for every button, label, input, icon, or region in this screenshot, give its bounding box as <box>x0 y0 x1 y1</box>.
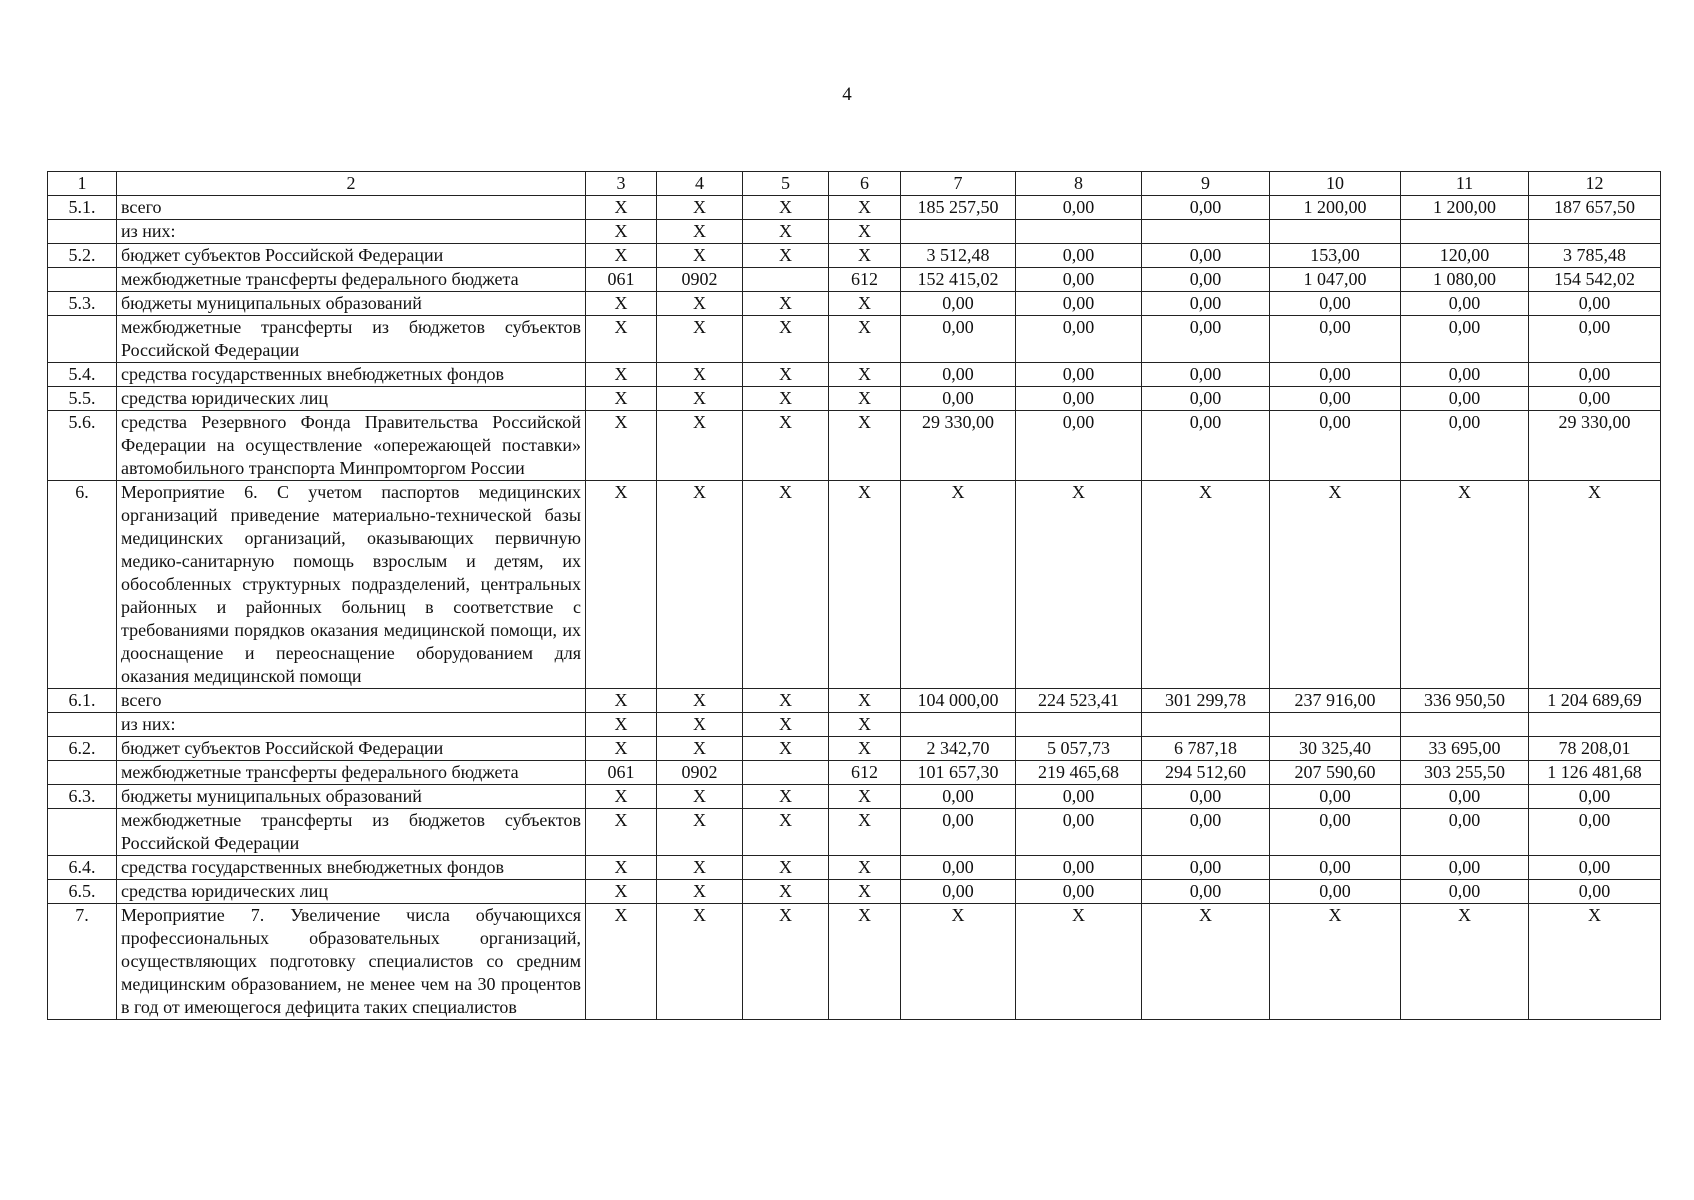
code-cell: X <box>586 316 657 363</box>
row-description: всего <box>117 689 586 713</box>
value-cell: 29 330,00 <box>901 411 1016 481</box>
table-row <box>48 363 1661 387</box>
value-cell: 0,00 <box>901 316 1016 363</box>
table-row <box>48 268 1661 292</box>
value-cell: X <box>1270 904 1401 1020</box>
value-cell <box>1016 713 1142 737</box>
value-cell: 0,00 <box>1529 856 1661 880</box>
code-cell: X <box>657 481 743 689</box>
value-cell: 0,00 <box>1016 856 1142 880</box>
row-number <box>48 220 117 244</box>
table-row <box>48 785 1661 809</box>
value-cell: 0,00 <box>1016 411 1142 481</box>
value-cell: 0,00 <box>1016 363 1142 387</box>
value-cell: 1 204 689,69 <box>1529 689 1661 713</box>
row-description: бюджет субъектов Российской Федерации <box>117 244 586 268</box>
value-cell: 0,00 <box>1016 785 1142 809</box>
row-number: 5.1. <box>48 196 117 220</box>
column-number: 7 <box>901 172 1016 196</box>
code-cell: X <box>829 244 901 268</box>
code-cell: X <box>657 785 743 809</box>
value-cell: 0,00 <box>1142 244 1270 268</box>
column-number: 6 <box>829 172 901 196</box>
table-row <box>48 220 1661 244</box>
row-number: 6. <box>48 481 117 689</box>
code-cell: X <box>586 785 657 809</box>
column-number: 3 <box>586 172 657 196</box>
code-cell: X <box>829 904 901 1020</box>
value-cell: 0,00 <box>901 363 1016 387</box>
value-cell: 0,00 <box>1142 785 1270 809</box>
value-cell: 0,00 <box>1270 785 1401 809</box>
value-cell: 0,00 <box>1529 809 1661 856</box>
table-row <box>48 856 1661 880</box>
table-row <box>48 196 1661 220</box>
code-cell: X <box>657 411 743 481</box>
code-cell: X <box>829 220 901 244</box>
table-row <box>48 737 1661 761</box>
value-cell: 0,00 <box>1529 785 1661 809</box>
code-cell: X <box>657 316 743 363</box>
code-cell: X <box>657 244 743 268</box>
page-number: 4 <box>842 84 852 105</box>
value-cell: 154 542,02 <box>1529 268 1661 292</box>
code-cell: X <box>743 880 829 904</box>
value-cell: 0,00 <box>1270 880 1401 904</box>
value-cell: 187 657,50 <box>1529 196 1661 220</box>
value-cell: 0,00 <box>1401 785 1529 809</box>
code-cell: X <box>743 387 829 411</box>
row-number: 5.3. <box>48 292 117 316</box>
value-cell: X <box>1016 481 1142 689</box>
value-cell: 303 255,50 <box>1401 761 1529 785</box>
value-cell: 0,00 <box>1016 880 1142 904</box>
value-cell <box>1016 220 1142 244</box>
value-cell: 0,00 <box>1270 387 1401 411</box>
value-cell: 0,00 <box>1016 387 1142 411</box>
code-cell: X <box>586 809 657 856</box>
value-cell: 30 325,40 <box>1270 737 1401 761</box>
table-row <box>48 316 1661 363</box>
value-cell: 1 200,00 <box>1270 196 1401 220</box>
code-cell: X <box>657 713 743 737</box>
value-cell: 6 787,18 <box>1142 737 1270 761</box>
value-cell: 2 342,70 <box>901 737 1016 761</box>
value-cell: 0,00 <box>1270 809 1401 856</box>
value-cell: 294 512,60 <box>1142 761 1270 785</box>
value-cell: 0,00 <box>1142 268 1270 292</box>
code-cell: X <box>829 411 901 481</box>
code-cell: X <box>743 220 829 244</box>
value-cell <box>1270 713 1401 737</box>
value-cell <box>1529 220 1661 244</box>
row-number: 7. <box>48 904 117 1020</box>
column-number: 12 <box>1529 172 1661 196</box>
code-cell: X <box>657 196 743 220</box>
code-cell: X <box>586 387 657 411</box>
value-cell: 0,00 <box>901 292 1016 316</box>
row-description: средства государственных внебюджетных фондов <box>117 363 586 387</box>
value-cell: X <box>1529 904 1661 1020</box>
value-cell: 0,00 <box>1016 316 1142 363</box>
value-cell: 0,00 <box>1142 316 1270 363</box>
code-cell: X <box>743 713 829 737</box>
row-description: межбюджетные трансферты из бюджетов субъектов Российской Федерации <box>117 316 586 363</box>
code-cell: 612 <box>829 761 901 785</box>
row-description: из них: <box>117 220 586 244</box>
value-cell: 0,00 <box>1529 387 1661 411</box>
code-cell: X <box>829 292 901 316</box>
code-cell: X <box>657 387 743 411</box>
code-cell: X <box>829 809 901 856</box>
value-cell: 1 200,00 <box>1401 196 1529 220</box>
row-number: 5.4. <box>48 363 117 387</box>
value-cell: 0,00 <box>901 856 1016 880</box>
code-cell: X <box>586 244 657 268</box>
value-cell: 0,00 <box>1401 856 1529 880</box>
value-cell <box>1270 220 1401 244</box>
value-cell: 0,00 <box>1529 880 1661 904</box>
value-cell: 0,00 <box>1016 809 1142 856</box>
value-cell: 0,00 <box>1142 856 1270 880</box>
column-number: 2 <box>117 172 586 196</box>
code-cell: 0902 <box>657 761 743 785</box>
value-cell: 0,00 <box>1529 316 1661 363</box>
row-number <box>48 713 117 737</box>
value-cell: 78 208,01 <box>1529 737 1661 761</box>
code-cell: X <box>743 363 829 387</box>
code-cell: 612 <box>829 268 901 292</box>
value-cell <box>1401 220 1529 244</box>
row-number: 5.6. <box>48 411 117 481</box>
table-row <box>48 481 1661 689</box>
code-cell: X <box>829 689 901 713</box>
value-cell: 185 257,50 <box>901 196 1016 220</box>
code-cell: X <box>743 856 829 880</box>
table-row <box>48 689 1661 713</box>
row-number <box>48 268 117 292</box>
code-cell: X <box>657 220 743 244</box>
column-number: 10 <box>1270 172 1401 196</box>
row-description: средства юридических лиц <box>117 387 586 411</box>
column-number: 8 <box>1016 172 1142 196</box>
value-cell: 3 785,48 <box>1529 244 1661 268</box>
table-row <box>48 761 1661 785</box>
value-cell: 153,00 <box>1270 244 1401 268</box>
value-cell <box>1529 713 1661 737</box>
column-number: 9 <box>1142 172 1270 196</box>
value-cell: 219 465,68 <box>1016 761 1142 785</box>
value-cell: 0,00 <box>1401 880 1529 904</box>
value-cell: X <box>1401 904 1529 1020</box>
row-number: 6.4. <box>48 856 117 880</box>
value-cell <box>901 220 1016 244</box>
code-cell: X <box>586 481 657 689</box>
value-cell: 0,00 <box>901 785 1016 809</box>
code-cell: X <box>829 481 901 689</box>
value-cell: 0,00 <box>1142 387 1270 411</box>
value-cell: 0,00 <box>1401 292 1529 316</box>
value-cell <box>1142 713 1270 737</box>
code-cell: X <box>657 880 743 904</box>
value-cell: 120,00 <box>1401 244 1529 268</box>
value-cell: 0,00 <box>1142 411 1270 481</box>
row-description: средства юридических лиц <box>117 880 586 904</box>
value-cell: 0,00 <box>1401 387 1529 411</box>
code-cell: 0902 <box>657 268 743 292</box>
code-cell: X <box>829 316 901 363</box>
row-number: 6.5. <box>48 880 117 904</box>
column-number: 4 <box>657 172 743 196</box>
column-number: 1 <box>48 172 117 196</box>
row-description: межбюджетные трансферты из бюджетов субъектов Российской Федерации <box>117 809 586 856</box>
value-cell: 0,00 <box>1016 292 1142 316</box>
code-cell: X <box>743 785 829 809</box>
code-cell: X <box>657 809 743 856</box>
value-cell: 0,00 <box>1270 363 1401 387</box>
code-cell: X <box>743 737 829 761</box>
code-cell: X <box>586 292 657 316</box>
value-cell: 0,00 <box>1142 880 1270 904</box>
value-cell: 0,00 <box>1270 411 1401 481</box>
value-cell: 0,00 <box>1142 809 1270 856</box>
code-cell: X <box>743 292 829 316</box>
code-cell: X <box>743 809 829 856</box>
row-number: 5.5. <box>48 387 117 411</box>
code-cell <box>743 268 829 292</box>
row-description: межбюджетные трансферты федерального бюджета <box>117 268 586 292</box>
row-description: Мероприятие 6. С учетом паспортов медицинских организаций приведение материально-технической базы медицинских организаций, оказывающих первичную медико-санитарную помощь взрослым и детям, их обособленных структурных подразделений, центральных районных и районных больниц в соответствие с требованиями порядков оказания медицинской помощи, их дооснащение и переоснащение оборудованием для оказания медицинской помощи <box>117 481 586 689</box>
table-row <box>48 387 1661 411</box>
code-cell <box>743 761 829 785</box>
value-cell: 0,00 <box>1016 196 1142 220</box>
value-cell: 0,00 <box>1529 292 1661 316</box>
value-cell: 152 415,02 <box>901 268 1016 292</box>
value-cell: 0,00 <box>1270 316 1401 363</box>
value-cell: 0,00 <box>901 880 1016 904</box>
code-cell: X <box>743 316 829 363</box>
table-row <box>48 411 1661 481</box>
row-number: 5.2. <box>48 244 117 268</box>
code-cell: X <box>586 904 657 1020</box>
value-cell: X <box>1270 481 1401 689</box>
value-cell: X <box>1142 481 1270 689</box>
code-cell: X <box>829 196 901 220</box>
value-cell: 336 950,50 <box>1401 689 1529 713</box>
value-cell: 0,00 <box>901 387 1016 411</box>
code-cell: X <box>829 785 901 809</box>
row-description: межбюджетные трансферты федерального бюджета <box>117 761 586 785</box>
row-number: 6.3. <box>48 785 117 809</box>
row-description: бюджеты муниципальных образований <box>117 292 586 316</box>
value-cell: 207 590,60 <box>1270 761 1401 785</box>
code-cell: 061 <box>586 761 657 785</box>
code-cell: X <box>743 904 829 1020</box>
row-number <box>48 316 117 363</box>
value-cell: 104 000,00 <box>901 689 1016 713</box>
value-cell: 0,00 <box>1529 363 1661 387</box>
value-cell: 0,00 <box>1142 196 1270 220</box>
code-cell: X <box>586 880 657 904</box>
value-cell: 0,00 <box>1401 411 1529 481</box>
value-cell: X <box>1401 481 1529 689</box>
code-cell: X <box>743 196 829 220</box>
code-cell: X <box>657 292 743 316</box>
code-cell: X <box>829 387 901 411</box>
value-cell: 101 657,30 <box>901 761 1016 785</box>
row-description: бюджет субъектов Российской Федерации <box>117 737 586 761</box>
value-cell: 0,00 <box>1401 363 1529 387</box>
code-cell: X <box>586 713 657 737</box>
value-cell <box>1142 220 1270 244</box>
column-number-row <box>48 172 1661 196</box>
row-number <box>48 809 117 856</box>
code-cell: X <box>586 856 657 880</box>
value-cell: 0,00 <box>1016 268 1142 292</box>
value-cell: 0,00 <box>1401 809 1529 856</box>
value-cell: X <box>901 904 1016 1020</box>
value-cell: 0,00 <box>1142 292 1270 316</box>
value-cell: 1 080,00 <box>1401 268 1529 292</box>
table-row <box>48 292 1661 316</box>
column-number: 11 <box>1401 172 1529 196</box>
value-cell: 0,00 <box>1401 316 1529 363</box>
row-description: средства Резервного Фонда Правительства Российской Федерации на осуществление «опережающей поставки» автомобильного транспорта Минпромторгом России <box>117 411 586 481</box>
value-cell: 0,00 <box>1142 363 1270 387</box>
row-number: 6.2. <box>48 737 117 761</box>
value-cell: 224 523,41 <box>1016 689 1142 713</box>
row-description: Мероприятие 7. Увеличение числа обучающихся профессиональных образовательных организаций, осуществляющих подготовку специалистов со средним медицинским образованием, не менее чем на 30 процентов в год от имеющегося дефицита таких специалистов <box>117 904 586 1020</box>
row-description: всего <box>117 196 586 220</box>
code-cell: X <box>743 689 829 713</box>
table-row <box>48 244 1661 268</box>
code-cell: 061 <box>586 268 657 292</box>
code-cell: X <box>586 363 657 387</box>
code-cell: X <box>657 856 743 880</box>
code-cell: X <box>829 713 901 737</box>
row-number <box>48 761 117 785</box>
code-cell: X <box>829 856 901 880</box>
table-body <box>48 172 1661 1020</box>
code-cell: X <box>586 411 657 481</box>
value-cell <box>901 713 1016 737</box>
table-row <box>48 809 1661 856</box>
code-cell: X <box>586 689 657 713</box>
table-row <box>48 904 1661 1020</box>
value-cell: 0,00 <box>1270 856 1401 880</box>
code-cell: X <box>743 481 829 689</box>
value-cell: 29 330,00 <box>1529 411 1661 481</box>
value-cell: 237 916,00 <box>1270 689 1401 713</box>
value-cell: X <box>901 481 1016 689</box>
row-description: средства государственных внебюджетных фондов <box>117 856 586 880</box>
code-cell: X <box>829 363 901 387</box>
value-cell: 301 299,78 <box>1142 689 1270 713</box>
value-cell: X <box>1529 481 1661 689</box>
value-cell: 5 057,73 <box>1016 737 1142 761</box>
value-cell: 1 047,00 <box>1270 268 1401 292</box>
value-cell: 33 695,00 <box>1401 737 1529 761</box>
code-cell: X <box>743 411 829 481</box>
row-description: из них: <box>117 713 586 737</box>
table-row <box>48 880 1661 904</box>
value-cell: X <box>1142 904 1270 1020</box>
code-cell: X <box>586 196 657 220</box>
code-cell: X <box>743 244 829 268</box>
code-cell: X <box>657 363 743 387</box>
code-cell: X <box>829 880 901 904</box>
code-cell: X <box>657 904 743 1020</box>
value-cell: 1 126 481,68 <box>1529 761 1661 785</box>
value-cell <box>1401 713 1529 737</box>
code-cell: X <box>586 737 657 761</box>
value-cell: 0,00 <box>1270 292 1401 316</box>
row-number: 6.1. <box>48 689 117 713</box>
value-cell: 0,00 <box>901 809 1016 856</box>
code-cell: X <box>657 689 743 713</box>
code-cell: X <box>586 220 657 244</box>
code-cell: X <box>657 737 743 761</box>
column-number: 5 <box>743 172 829 196</box>
table-row <box>48 713 1661 737</box>
row-description: бюджеты муниципальных образований <box>117 785 586 809</box>
budget-table <box>47 171 1661 1020</box>
value-cell: 3 512,48 <box>901 244 1016 268</box>
code-cell: X <box>829 737 901 761</box>
value-cell: 0,00 <box>1016 244 1142 268</box>
value-cell: X <box>1016 904 1142 1020</box>
